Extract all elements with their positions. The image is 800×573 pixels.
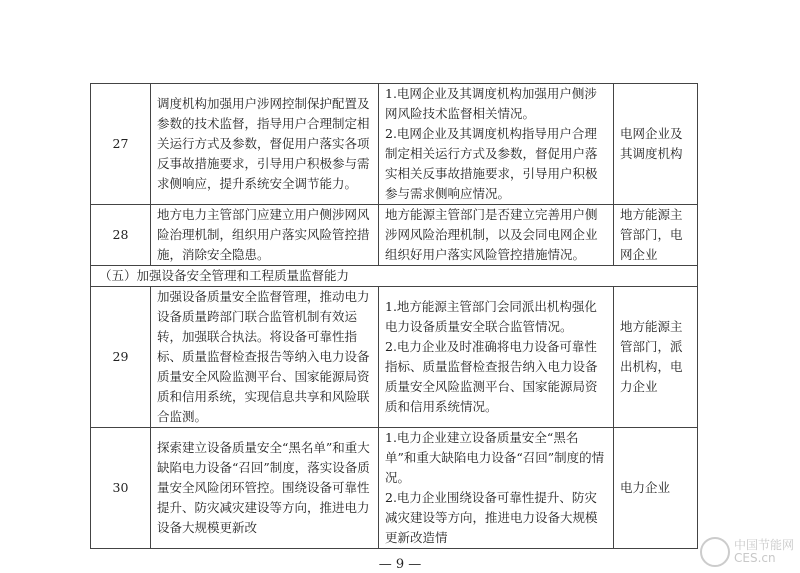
page-number: — 9 — <box>378 557 422 572</box>
check-item: 1.电力企业建立设备质量安全“黑名单”和重大缺陷电力设备“召回”制度的情况。 <box>385 430 605 485</box>
check-item: 1.电网企业及其调度机构加强用户侧涉网风险技术监督相关情况。 <box>385 86 597 121</box>
section-heading: （五）加强设备安全管理和工程质量监督能力 <box>91 266 698 287</box>
measures-table <box>90 83 698 549</box>
table-row <box>91 205 698 266</box>
check-item: 2.电力企业围绕设备可靠性提升、防灾减灾建设等方向，推进电力设备大规模更新改造情 <box>385 490 598 545</box>
check-cell <box>379 428 614 549</box>
check-cell <box>379 205 614 266</box>
measure-cell: 调度机构加强用户涉网控制保护配置及参数的技术监督，指导用户合理制定相关运行方式及参数，督促用户落实各项反事故措施要求，引导用户积极参与需求侧响应，提升系统安全调节能力。 <box>151 84 379 205</box>
owner-cell: 电网企业及其调度机构 <box>614 84 698 205</box>
measure-cell: 探索建立设备质量安全“黑名单”和重大缺陷电力设备“召回”制度，落实设备质量安全风险闭环管控。围绕设备可靠性提升、防灾减灾建设等方向，推进电力设备大规模更新改 <box>151 428 379 549</box>
table-row <box>91 428 698 549</box>
measure-cell: 地方电力主管部门应建立用户侧涉网风险治理机制，组织用户落实风险管控措施，消除安全隐患。 <box>151 205 379 266</box>
watermark-logo-icon <box>700 537 730 567</box>
check-cell <box>379 84 614 205</box>
measure-cell: 加强设备质量安全监督管理，推动电力设备质量跨部门联合监管机制有效运转，加强联合执法。将设备可靠性指标、质量监督检查报告等纳入电力设备质量安全风险监测平台、国家能源局资质和信用系统，实现信息共享和风险联合监测。 <box>151 287 379 428</box>
check-cell <box>379 287 614 428</box>
table-row <box>91 287 698 428</box>
check-item: 2.电网企业及其调度机构指导用户合理制定相关运行方式及参数，督促用户落实相关反事故措施要求，引导用户积极参与需求侧响应情况。 <box>385 126 598 201</box>
owner-cell: 地方能源主管部门，派出机构，电力企业 <box>614 287 698 428</box>
check-item: 2.电力企业及时准确将电力设备可靠性指标、质量监督检查报告纳入电力设备质量安全风险监测平台、国家能源局资质和信用系统情况。 <box>385 339 598 414</box>
section-row <box>91 266 698 287</box>
row-number: 30 <box>91 428 151 549</box>
watermark-line1: 中国节能网 <box>733 538 794 552</box>
check-item: 1.地方能源主管部门会同派出机构强化电力设备质量安全联合监管情况。 <box>385 299 597 334</box>
watermark-line2: CES.cn <box>733 551 776 565</box>
owner-cell: 电力企业 <box>614 428 698 549</box>
table-row <box>91 84 698 205</box>
row-number: 28 <box>91 205 151 266</box>
owner-cell: 地方能源主管部门，电网企业 <box>614 205 698 266</box>
row-number: 27 <box>91 84 151 205</box>
row-number: 29 <box>91 287 151 428</box>
watermark <box>700 537 794 567</box>
check-item: 地方能源主管部门是否建立完善用户侧涉网风险治理机制，以及会同电网企业组织好用户落实风险管控措施情况。 <box>385 207 598 262</box>
